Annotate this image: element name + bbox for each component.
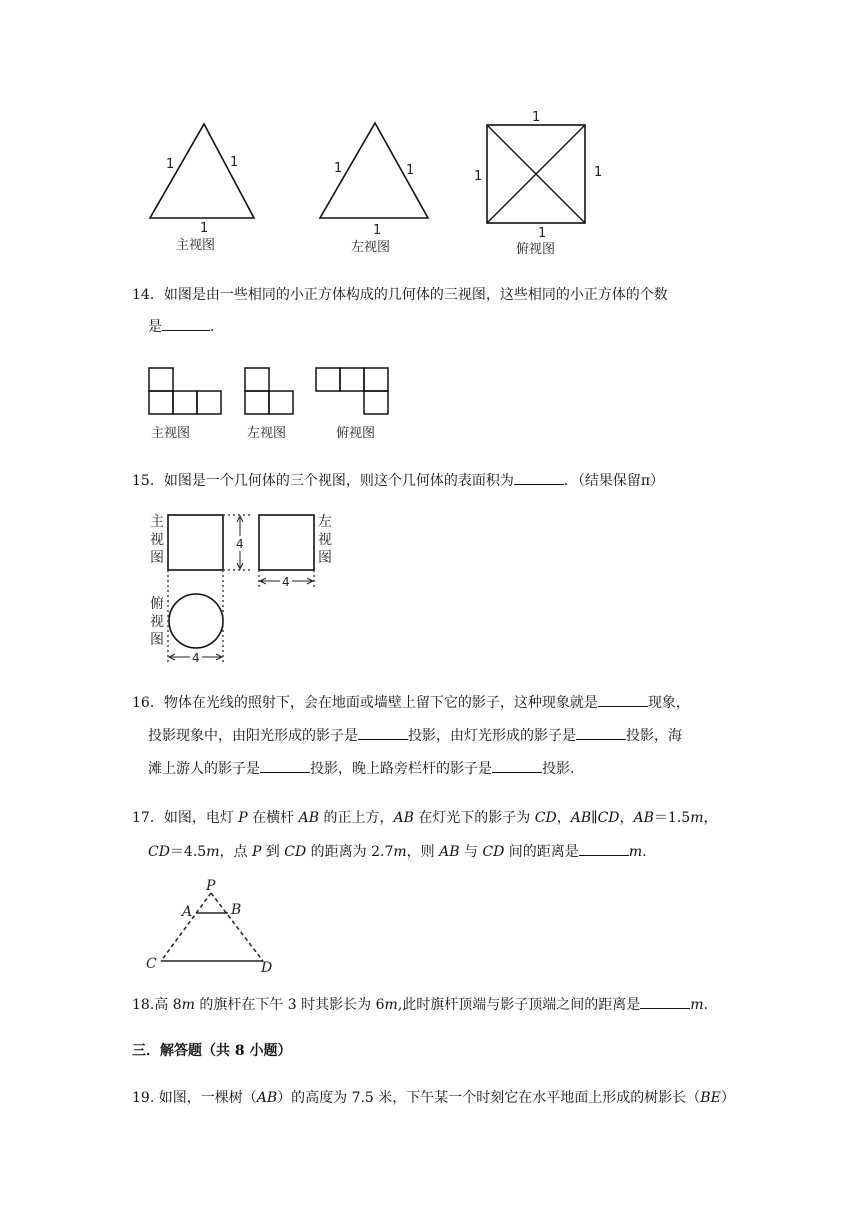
q16-line2 [148,725,682,746]
q18-answer-blank[interactable] [640,994,690,1009]
front-right-label: 1 [230,155,239,170]
q18-m2: m [384,997,398,1013]
q19-c: ） [720,1090,735,1106]
q15-text-pre: 15．如图是一个几何体的三个视图，则这个几何体的表面积为 [132,473,514,489]
side-bottom-label: 1 [373,223,382,238]
q17-u3: ，点 [219,844,252,860]
q17-lamp-figure [140,876,290,976]
q15-front-square [168,515,223,570]
front-left-label: 1 [166,157,175,172]
front-view-caption: 主视图 [176,238,216,253]
q17-t15: m [690,810,704,826]
q17-t13: AB [633,810,654,826]
q18-a: 18.高 8 [132,997,182,1013]
side-left-label: 1 [334,161,343,176]
q16-blank-3[interactable] [576,725,626,740]
side-right-label: 1 [406,163,415,178]
q19-b: ）的高度为 7.5 米，下午某一个时刻它在水平地面上形成的树影长（ [277,1090,701,1106]
q15-top-label: 俯视图 [150,596,164,648]
q17-t4: 的正上方， [319,810,394,826]
q15-answer-blank[interactable] [514,470,564,485]
q18-m1: m [181,997,195,1013]
q17-line2: CD＝4.5m，点 P 到 CD 的距离为 2.7m，则 AB 与 CD 间的距离是 m. [148,841,647,862]
q17-u10: AB [439,844,460,860]
q17-t8: ， [556,810,571,826]
q17-u4: P [251,844,262,860]
q16-l1-a: 16．物体在光线的照射下，会在地面或墙壁上留下它的影子，这种现象就是 [132,695,598,711]
q18-unit: m [690,997,704,1013]
q14-line2 [148,316,224,337]
q17-t12: ， [619,810,634,826]
q17-t2: 在横杆 [247,810,299,826]
q17-line1 [132,808,717,828]
q15-text [132,470,664,491]
q16-blank-4[interactable] [260,758,310,773]
q17-u0: CD [148,844,170,860]
q16-line3 [148,758,574,779]
q16-l3-c: 投影. [542,761,575,777]
q17-u1: ＝4.5 [169,844,207,860]
q17-u2: m [206,844,220,860]
q15-front-label: 主视图 [150,514,164,566]
q14-answer-blank[interactable] [162,316,210,331]
q18-b: 的旗杆在下午 3 时其影长为 6 [194,997,385,1013]
q17-answer-blank[interactable] [579,841,629,856]
q17-label-P: P [206,878,216,894]
q17-u8: m [393,844,407,860]
q16-blank-5[interactable] [492,758,542,773]
q17-t5: AB [393,810,414,826]
q15-dim-vertical: 4 [236,537,244,551]
q17-u12: CD [482,844,505,860]
q13-three-views-figure [130,110,620,260]
top-top-label: 1 [532,110,541,125]
q18-c: ,此时旗杆顶端与影子顶端之间的距离是 [397,997,641,1013]
q16-l2-a: 投影现象中，由阳光形成的影子是 [148,728,358,744]
q17-t16: ， [703,810,718,826]
q15-dim-top: 4 [192,651,200,665]
q17-t0: 17．如图，电灯 [132,810,239,826]
q17-t7: CD [534,810,557,826]
side-view-caption: 左视图 [351,240,391,255]
q19-a: 19. 如图，一棵树（ [132,1090,257,1106]
q17-u6: CD [284,844,307,860]
q14-front-caption: 主视图 [151,426,191,441]
q17-t1: P [238,810,248,826]
q17-t14: ＝1.5 [653,810,691,826]
top-right-label: 1 [594,165,603,180]
q19-be: BE [700,1090,721,1106]
q17-label-C: C [146,956,157,972]
q19-text [132,1088,735,1108]
q17-u5: 到 [261,844,285,860]
q17-u11: 与 [459,844,483,860]
section-heading: 三．解答题（共 8 小题） [132,1043,292,1059]
q16-line1 [132,692,690,713]
q14-three-views-figure [148,367,398,442]
q16-l2-b: 投影，由灯光形成的影子是 [408,728,576,744]
q15-top-circle [169,594,223,648]
q16-blank-2[interactable] [358,725,408,740]
q19-ab: AB [256,1090,278,1106]
q15-side-square [259,515,314,570]
q17-t11: CD [597,810,620,826]
q16-l1-b: 现象， [647,695,690,711]
q14-line1: 14．如图是由一些相同的小正方体构成的几何体的三视图，这些相同的小正方体的个数 [132,287,668,303]
q17-label-A: A [182,904,193,920]
q17-u13: 间的距离是 [504,844,579,860]
q15-dim-side: 4 [282,575,290,589]
top-bottom-label: 1 [538,226,547,241]
top-view-caption: 俯视图 [516,242,556,257]
q15-side-label: 左视图 [318,514,332,566]
q18-text: 18.高 8m 的旗杆在下午 3 时其影长为 6m,此时旗杆顶端与影子顶端之间的距离是 m. [132,994,708,1015]
q14-line2-pre: 是 [148,319,162,335]
q16-l2-c: 投影，海 [626,728,682,744]
q15-text-post: ．（结果保留π） [563,473,665,489]
q14-side-caption: 左视图 [247,426,287,441]
q17-t6: 在灯光下的影子为 [413,810,535,826]
q17-label-D: D [261,960,273,976]
q14-top-caption: 俯视图 [336,426,376,441]
q17-unit: m [628,844,643,860]
q17-label-B: B [231,902,242,918]
q16-blank-1[interactable] [598,692,648,707]
front-bottom-label: 1 [200,221,209,236]
q14-line2-post: ． [210,319,224,335]
q15-three-views-figure [146,510,346,670]
q17-t10: ∥ [591,810,598,826]
q17-t3: AB [298,810,319,826]
q17-u9: ，则 [406,844,440,860]
q16-l3-a: 滩上游人的影子是 [148,761,260,777]
q16-l3-b: 投影，晚上路旁栏杆的影子是 [310,761,492,777]
top-left-label: 1 [474,169,483,184]
q17-u7: 的距离为 2.7 [306,844,394,860]
q17-t9: AB [570,810,592,826]
